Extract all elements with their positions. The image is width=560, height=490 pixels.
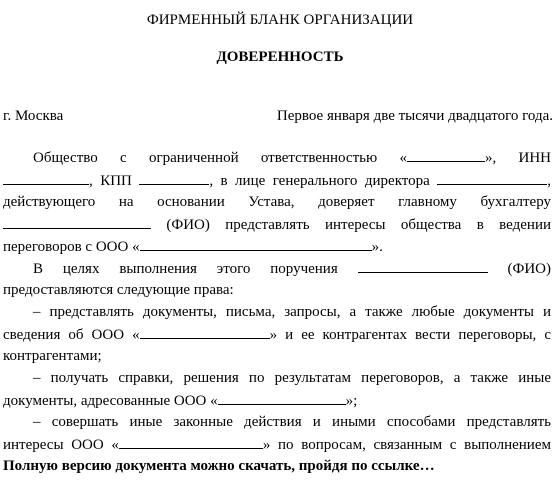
item1-line3: контрагентами; — [3, 348, 102, 364]
download-link[interactable]: Полную версию документа можно скачать, пройдя по ссылке… — [3, 458, 435, 474]
item3-line1: – совершать иные законные действия и иными способами представлять — [33, 414, 551, 430]
accountant-blank — [3, 213, 151, 229]
p1-line2: , КПП , в лице генерального директора , — [3, 169, 551, 191]
item2-company-blank — [218, 389, 346, 405]
company-name-blank — [407, 146, 485, 162]
inn-blank — [3, 169, 89, 185]
item1-line2: сведения об ООО « » и ее контрагентах вести переговоры, с — [3, 323, 551, 345]
city: г. Москва — [3, 108, 64, 124]
item3-line2: интересы ООО « » по вопросам, связанным с выполнением — [3, 433, 551, 455]
p1-line3: действующего на основании Устава, доверяет главному бухгалтеру — [3, 194, 551, 210]
item2-line1: – получать справки, решения по результатам переговоров, а также иные — [33, 370, 551, 386]
director-blank — [437, 169, 547, 185]
p1-line5: переговоров с ООО « ». — [3, 235, 551, 257]
document-title: ДОВЕРЕННОСТЬ — [216, 49, 344, 65]
counterparty-blank — [140, 235, 372, 251]
item1-line1: – представлять документы, письма, запросы, а также любые документы и — [33, 304, 551, 320]
kpp-blank — [139, 169, 209, 185]
p2-line1: В целях выполнения этого поручения (ФИО) — [3, 257, 551, 279]
p1-line4: (ФИО) представлять интересы общества в ведении — [3, 213, 551, 235]
item1-company-blank — [140, 323, 270, 339]
item2-line2: документы, адресованные ООО « »; — [3, 389, 551, 411]
p2-line2: предоставляются следующие права: — [3, 282, 234, 298]
date: Первое января две тысячи двадцатого года. — [276, 108, 553, 124]
p1-line1: Общество с ограниченной ответственностью « », ИНН — [3, 146, 551, 168]
item3-company-blank — [119, 433, 263, 449]
letterhead: ФИРМЕННЫЙ БЛАНК ОРГАНИЗАЦИИ — [146, 12, 414, 28]
representative-blank — [358, 257, 488, 273]
